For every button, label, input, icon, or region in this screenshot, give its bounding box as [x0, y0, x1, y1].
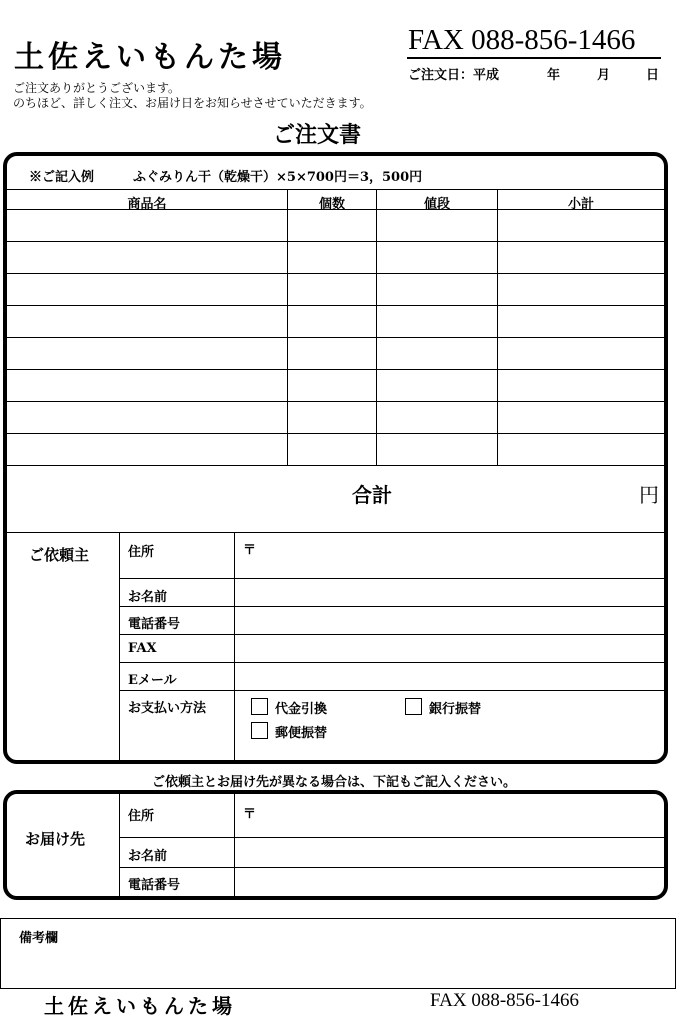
delivery-address-label: 住所	[128, 809, 155, 824]
requester-email-field[interactable]	[235, 663, 664, 690]
example-text: ※ご記入例 ふぐみりん干（乾燥干）×5×700円＝3，500円	[29, 170, 423, 185]
requester-fax-label: FAX	[128, 641, 157, 656]
column-header-product: 商品名	[127, 197, 167, 212]
order-date-label: ご注文日：平成	[408, 68, 500, 83]
remarks-box[interactable]	[0, 918, 676, 989]
delivery-postal-mark: 〒	[243, 807, 257, 822]
delivery-address-field[interactable]	[235, 794, 664, 837]
requester-phone-field[interactable]	[235, 607, 664, 634]
delivery-section-label: お届け先	[25, 830, 86, 848]
footer-fax-number: FAX 088-856-1466	[430, 990, 580, 1011]
requester-address-field[interactable]	[235, 533, 664, 578]
remarks-label: 備考欄	[19, 931, 59, 946]
requester-address-label: 住所	[128, 545, 155, 560]
logo: 土佐えいもんた場	[14, 40, 286, 75]
payment-cod-label: 代金引換	[275, 702, 328, 717]
fax-underline	[407, 57, 661, 59]
delivery-box	[3, 790, 668, 900]
delivery-phone-label: 電話番号	[128, 878, 181, 893]
total-label: 合計	[352, 483, 392, 507]
thanks-line-1: ご注文ありがとうございます。	[13, 81, 181, 95]
delivery-phone-field[interactable]	[235, 868, 664, 896]
order-form-box	[3, 152, 668, 764]
table-row[interactable]	[7, 402, 664, 433]
order-date-year: 年	[547, 68, 561, 83]
fax-number: FAX 088-856-1466	[408, 24, 636, 56]
requester-name-label: お名前	[128, 590, 168, 605]
requester-name-field[interactable]	[235, 579, 664, 606]
total-unit: 円	[639, 483, 659, 507]
requester-email-label: Eメール	[128, 673, 177, 688]
table-row[interactable]	[7, 242, 664, 273]
requester-postal-mark: 〒	[243, 543, 257, 558]
table-row[interactable]	[7, 434, 664, 465]
column-header-subtotal: 小計	[567, 197, 594, 212]
table-row[interactable]	[7, 338, 664, 369]
delivery-name-label: お名前	[128, 849, 168, 864]
table-row[interactable]	[7, 370, 664, 401]
requester-section-label: ご依頼主	[29, 546, 90, 564]
thanks-line-2: のちほど、詳しく注文、お届け日をお知らせさせていただきます。	[13, 96, 372, 110]
delivery-name-field[interactable]	[235, 838, 664, 867]
payment-postal-checkbox[interactable]	[251, 722, 268, 739]
payment-bank-label: 銀行振替	[429, 702, 482, 717]
requester-phone-label: 電話番号	[128, 617, 181, 632]
order-date-day: 日	[646, 68, 660, 83]
payment-cod-checkbox[interactable]	[251, 698, 268, 715]
table-row[interactable]	[7, 306, 664, 337]
table-row[interactable]	[7, 210, 664, 241]
column-header-quantity: 個数	[318, 197, 345, 212]
payment-bank-checkbox[interactable]	[405, 698, 422, 715]
column-header-price: 値段	[423, 197, 450, 212]
different-recipient-note: ご依頼主とお届け先が異なる場合は、下記もご記入ください。	[151, 775, 516, 790]
requester-payment-label: お支払い方法	[128, 701, 207, 716]
payment-postal-label: 郵便振替	[275, 726, 328, 741]
footer-logo: 土佐えいもんた場	[44, 994, 236, 1018]
requester-fax-field[interactable]	[235, 635, 664, 662]
table-row[interactable]	[7, 274, 664, 305]
order-date-month: 月	[597, 68, 611, 83]
page-title: ご注文書	[272, 122, 361, 148]
